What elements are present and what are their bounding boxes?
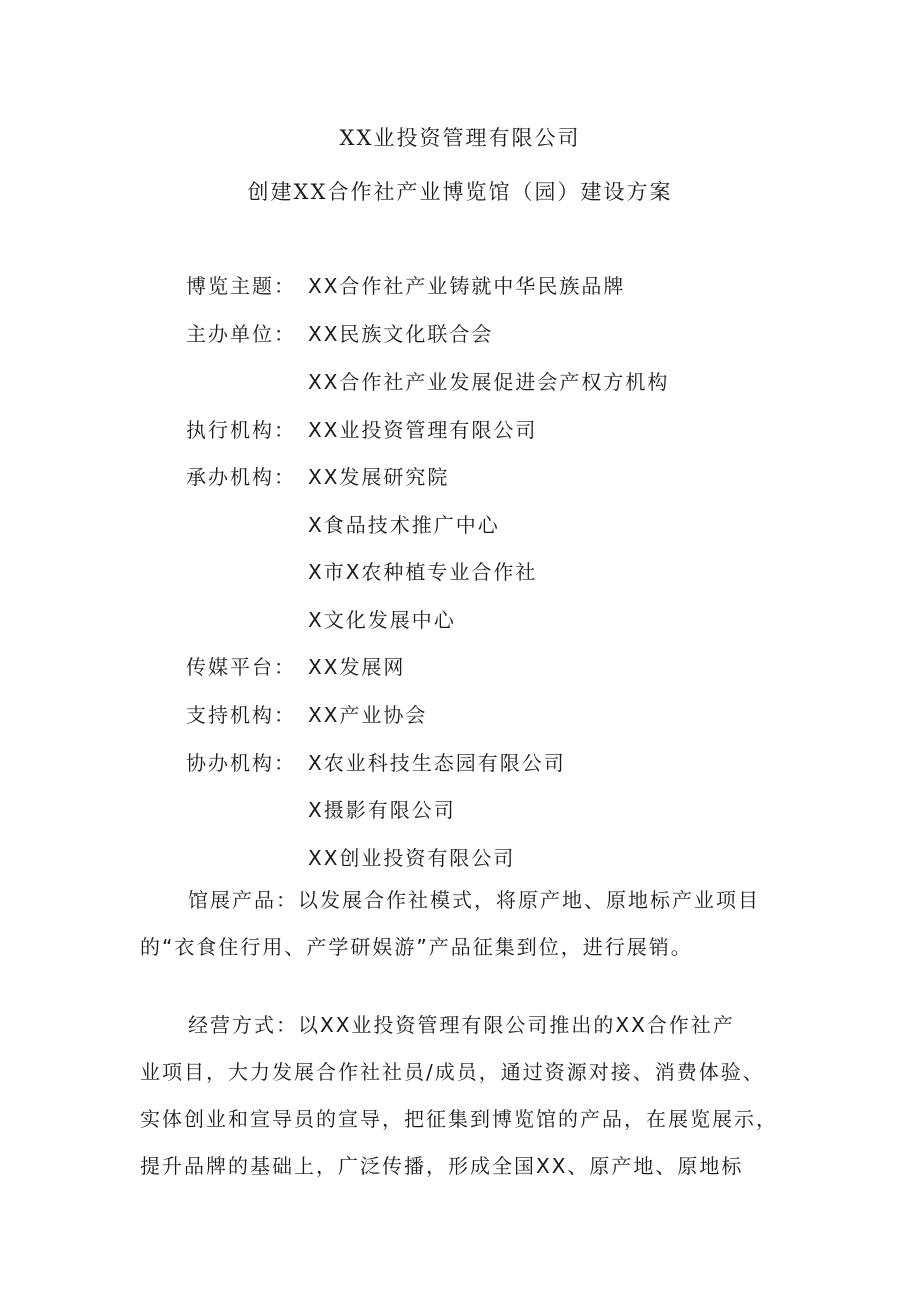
info-value: XX创业投资有限公司 — [308, 846, 516, 870]
paragraph-line: 提升品牌的基础上，广泛传播，形成全国XX、原产地、原地标 — [140, 1154, 744, 1178]
info-value: XX发展网 — [308, 655, 406, 679]
paragraph-products — [140, 877, 785, 971]
info-value: X农业科技生态园有限公司 — [308, 751, 566, 775]
paragraph-line: 的“衣食住行用、产学研娱游”产品征集到位，进行展销。 — [140, 935, 693, 959]
info-label: 执行机构： — [186, 418, 296, 442]
info-value: XX发展研究院 — [308, 465, 450, 489]
info-label: 协办机构： — [186, 751, 296, 775]
plan-title: 创建XX合作社产业博览馆（园）建设方案 — [247, 180, 673, 204]
info-value: X文化发展中心 — [308, 608, 456, 632]
paragraph-operation — [140, 1002, 785, 1190]
info-value: XX合作社产业铸就中华民族品牌 — [308, 274, 626, 298]
info-value: X市X农种植专业合作社 — [308, 560, 538, 584]
info-value: X摄影有限公司 — [308, 798, 456, 822]
paragraph-line: 业项目，大力发展合作社社员/成员，通过资源对接、消费体验、 — [140, 1060, 765, 1084]
info-label: 主办单位： — [186, 322, 296, 346]
info-value: X食品技术推广中心 — [308, 513, 500, 537]
paragraph-line: 馆展产品：以发展合作社模式，将原产地、原地标产业项目 — [188, 888, 760, 912]
paragraph-line: 经营方式：以XX业投资管理有限公司推出的XX合作社产 — [188, 1013, 735, 1037]
info-value: XX合作社产业发展促进会产权方机构 — [308, 370, 670, 394]
info-label: 传媒平台： — [186, 655, 296, 679]
paragraph-line: 实体创业和宣导员的宣导，把征集到博览馆的产品，在展览展示， — [140, 1107, 778, 1131]
info-value: XX业投资管理有限公司 — [308, 418, 538, 442]
info-label: 支持机构： — [186, 703, 296, 727]
info-label: 博览主题： — [186, 274, 296, 298]
info-label: 承办机构： — [186, 465, 296, 489]
company-title: XX业投资管理有限公司 — [339, 126, 581, 150]
info-value: XX民族文化联合会 — [308, 322, 494, 346]
info-value: XX产业协会 — [308, 703, 428, 727]
